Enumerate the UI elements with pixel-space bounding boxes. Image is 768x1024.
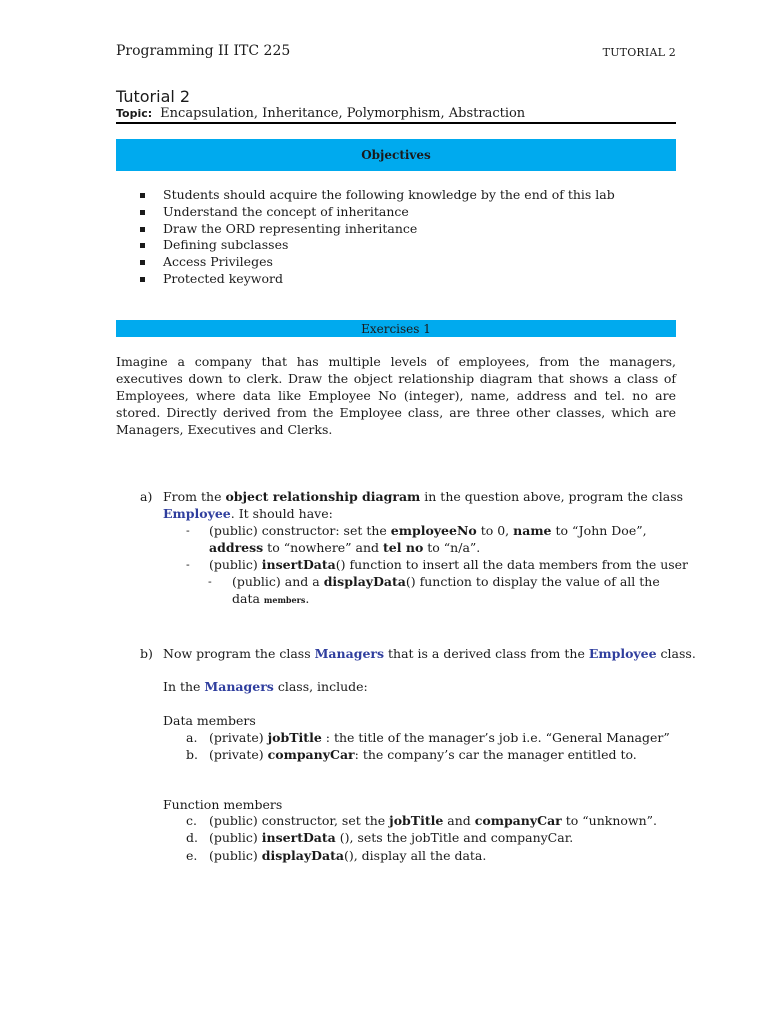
text: that is a derived class from the [384, 646, 589, 661]
term: object relationship diagram [225, 489, 421, 504]
text: (public) constructor: set the [209, 523, 391, 538]
dash-bullet: - [186, 524, 190, 537]
term: address [209, 540, 264, 555]
small-text: members [263, 595, 306, 605]
text: (public) [209, 848, 262, 863]
text: (private) [209, 730, 268, 745]
term: insertData [261, 557, 336, 572]
list-letter: d. [186, 830, 198, 845]
text: to “unknown”. [561, 813, 658, 828]
class-name: Managers [314, 646, 385, 661]
part-a-item-3-line-1 [232, 574, 660, 589]
dash-bullet: - [186, 558, 190, 571]
topic-line [116, 106, 525, 121]
text: (), sets the jobTitle and companyCar. [335, 830, 574, 845]
topic-text: Encapsulation, Inheritance, Polymorphism, Abstraction [160, 106, 526, 121]
function-member-insert-data [209, 830, 573, 845]
part-a-item-3-line-2 [232, 591, 309, 606]
data-members-title: Data members [163, 713, 256, 728]
page-title: Tutorial 2 [116, 87, 191, 106]
data-member-company-car [209, 747, 637, 762]
part-a-item-1-line-1 [209, 523, 647, 538]
objective-item: Protected keyword [140, 271, 615, 288]
exercise-intro: Imagine a company that has multiple levels of employees, from the managers, executives down to clerk. Draw the object relationship diagram that shows a class of Employees, where data like Employee No (integer), name, address and tel. no are stored. Directly derived from the Employee class, are three other classes, which are Managers, Executives and Clerks. [116, 354, 676, 437]
text: and [443, 813, 475, 828]
objective-item: Defining subclasses [140, 237, 615, 254]
text: to “John Doe”, [551, 523, 647, 538]
text: (public) and a [232, 574, 324, 589]
text: () function to display the value of all the [405, 574, 660, 589]
text: () function to insert all the data members from the user [335, 557, 689, 572]
part-b-line-1 [163, 646, 696, 661]
part-a-letter: a) [140, 489, 153, 504]
function-member-constructor [209, 813, 657, 828]
term: jobTitle [389, 813, 444, 828]
function-members-title: Function members [163, 797, 283, 812]
text: class. [656, 646, 696, 661]
text: (public) [209, 830, 262, 845]
text: to “n/a”. [423, 540, 481, 555]
term: displayData [323, 574, 406, 589]
objective-item: Understand the concept of inheritance [140, 204, 615, 221]
text: Now program the class [163, 646, 315, 661]
text: (), display all the data. [343, 848, 487, 863]
list-letter: e. [186, 848, 198, 863]
objectives-heading: Objectives [116, 139, 676, 171]
part-a-item-2 [209, 557, 688, 572]
text: : the title of the manager’s job i.e. “General Manager” [321, 730, 670, 745]
text: to “nowhere” and [263, 540, 384, 555]
list-letter: c. [186, 813, 197, 828]
text: (private) [209, 747, 268, 762]
class-name: Employee [163, 506, 231, 521]
text: class, include: [273, 679, 368, 694]
objective-item: Draw the ORD representing inheritance [140, 221, 615, 238]
objective-item: Access Privileges [140, 254, 615, 271]
header-course: Programming II ITC 225 [116, 43, 291, 59]
term: displayData [261, 848, 344, 863]
text: data [232, 591, 264, 606]
term: companyCar [267, 747, 355, 762]
text: . [305, 591, 310, 606]
part-a-line-1 [163, 489, 683, 504]
text: to 0, [476, 523, 514, 538]
class-name: Managers [204, 679, 274, 694]
part-a-line-2 [163, 506, 333, 521]
function-member-display-data [209, 848, 486, 863]
header-tutorial-tag: TUTORIAL 2 [602, 46, 676, 59]
part-b-letter: b) [140, 646, 153, 661]
text: (public) [209, 557, 262, 572]
objective-item: Students should acquire the following knowledge by the end of this lab [140, 187, 615, 204]
list-letter: a. [186, 730, 198, 745]
term: jobTitle [267, 730, 322, 745]
term: employeeNo [390, 523, 477, 538]
class-name: Employee [588, 646, 657, 661]
term: tel no [383, 540, 424, 555]
term: name [513, 523, 552, 538]
topic-label: Topic: [116, 107, 153, 120]
part-a-item-1-line-2 [209, 540, 480, 555]
term: insertData [261, 830, 336, 845]
text: In the [163, 679, 205, 694]
exercises-heading: Exercises 1 [116, 320, 676, 337]
dash-bullet: - [208, 575, 212, 588]
data-member-job-title [209, 730, 670, 745]
part-b-include-line [163, 679, 368, 694]
text: From the [163, 489, 226, 504]
text: (public) constructor, set the [209, 813, 390, 828]
text: in the question above, program the class [420, 489, 684, 504]
title-divider [116, 122, 676, 124]
text: : the company’s car the manager entitled to. [354, 747, 637, 762]
term: companyCar [474, 813, 562, 828]
objectives-list [140, 187, 615, 288]
text: . It should have: [230, 506, 333, 521]
list-letter: b. [186, 747, 198, 762]
